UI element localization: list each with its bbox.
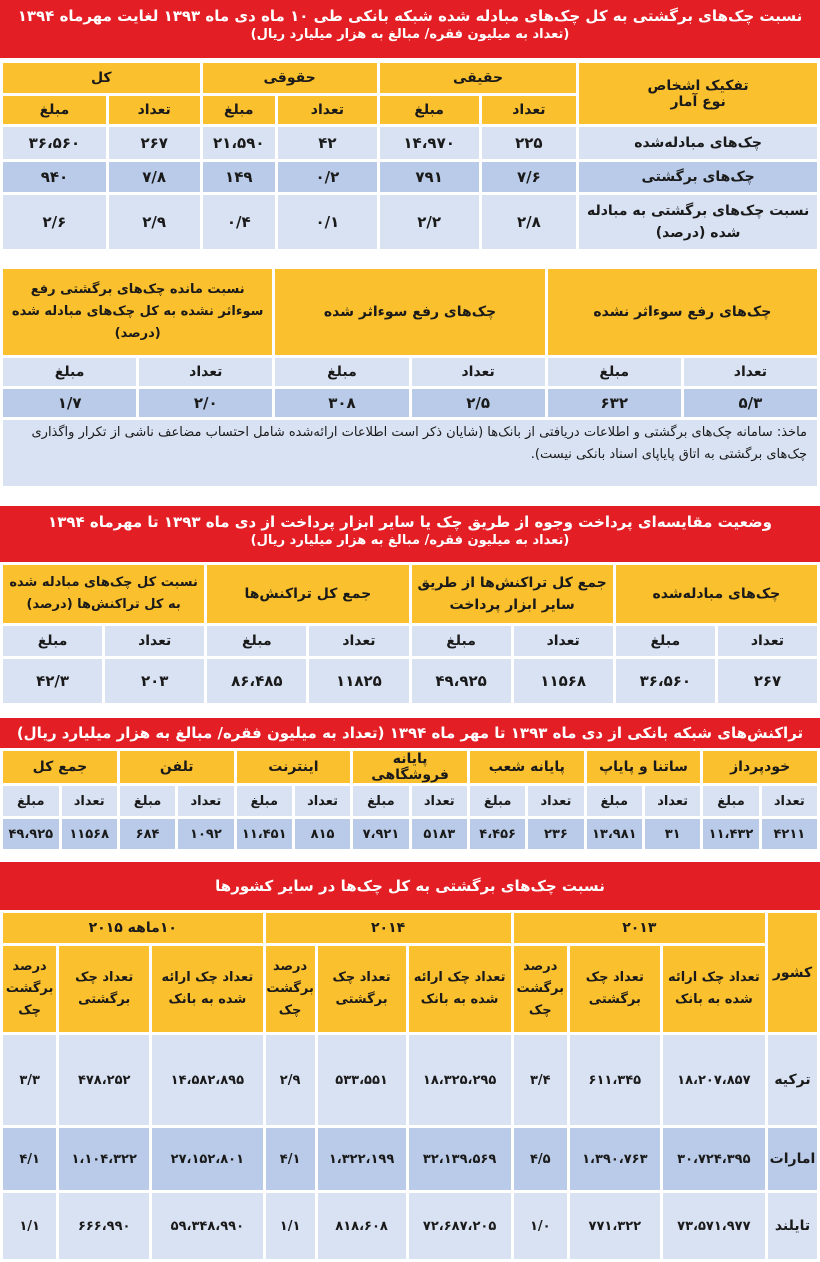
section4-title: تراکنش‌های شبکه بانکی از دی ماه ۱۳۹۳ تا مهر ماه ۱۳۹۴ (تعداد به میلیون فقره/ مبالغ به هزار میلیارد ریال) bbox=[16, 724, 804, 742]
cell: ۴۹،۹۲۵ bbox=[3, 819, 59, 849]
year-header: ۲۰۱۴ bbox=[266, 913, 511, 943]
cell: ۴/۱ bbox=[3, 1128, 56, 1190]
cell: ۳۱ bbox=[645, 819, 700, 849]
cell: ۷۳،۵۷۱،۹۷۷ bbox=[663, 1193, 765, 1259]
section4-table bbox=[0, 748, 820, 852]
section1-title-bar bbox=[0, 0, 820, 62]
sub-header: تعداد bbox=[105, 626, 204, 656]
sub-header: مبلغ bbox=[275, 358, 408, 386]
sub-header: تعداد bbox=[62, 786, 117, 816]
channel-header: پایانه شعب bbox=[470, 751, 584, 783]
cell: ۶۱۱،۳۴۵ bbox=[570, 1035, 660, 1125]
sub-header: تعداد چک برگشتی bbox=[318, 946, 406, 1032]
cell: ۲/۸ bbox=[482, 195, 577, 249]
group-header-kol: کل bbox=[3, 63, 200, 93]
sub-header: مبلغ bbox=[3, 786, 59, 816]
section3-header: جمع کل تراکنش‌ها از طریق سایر ابزار پرداخت bbox=[412, 565, 613, 623]
sub-header: مبلغ bbox=[3, 358, 136, 386]
cell: ۱۳،۹۸۱ bbox=[587, 819, 642, 849]
sub-header: مبلغ bbox=[412, 626, 511, 656]
cell: ۸۱۸،۶۰۸ bbox=[318, 1193, 406, 1259]
table-row bbox=[3, 195, 817, 249]
sub-header: تعداد bbox=[762, 786, 817, 816]
section2-header: چک‌های رفع سوءاثر شده bbox=[275, 269, 544, 355]
sub-header: مبلغ bbox=[203, 96, 276, 124]
cell: ۱۱۸۲۵ bbox=[309, 659, 408, 703]
section3-title: وضعیت مقایسه‌ای پرداخت وجوه از طریق چک یا سایر ابزار پرداخت از دی ماه ۱۳۹۳ تا مهرماه ۱۳۹۴ bbox=[48, 513, 772, 531]
cell: ۲۶۷ bbox=[718, 659, 817, 703]
cell: ۶۶۶،۹۹۰ bbox=[59, 1193, 149, 1259]
cell: ۱/۷ bbox=[3, 389, 136, 417]
cell: ۰/۲ bbox=[278, 162, 377, 192]
country-label: امارات bbox=[768, 1128, 817, 1190]
section3-header: نسبت کل چک‌های مبادله شده به کل تراکنش‌ها (درصد) bbox=[3, 565, 204, 623]
sub-header: تعداد bbox=[482, 96, 577, 124]
cell: ۲۰۳ bbox=[105, 659, 204, 703]
table-row bbox=[3, 1035, 817, 1125]
section3-header: جمع کل تراکنش‌ها bbox=[207, 565, 408, 623]
sub-header: درصد برگشت چک bbox=[514, 946, 567, 1032]
cell: ۵۱۸۳ bbox=[412, 819, 467, 849]
cell: ۴،۴۵۶ bbox=[470, 819, 525, 849]
country-label: تایلند bbox=[768, 1193, 817, 1259]
cell: ۱۴۹ bbox=[203, 162, 276, 192]
cell: ۷۲،۶۸۷،۲۰۵ bbox=[409, 1193, 511, 1259]
cell: ۴۲/۳ bbox=[3, 659, 102, 703]
section5-table bbox=[0, 910, 820, 1262]
cell: ۴۲۱۱ bbox=[762, 819, 817, 849]
sub-header: تعداد چک برگشتی bbox=[59, 946, 149, 1032]
sub-header: مبلغ bbox=[380, 96, 479, 124]
cell: ۲/۰ bbox=[139, 389, 272, 417]
cell: ۲/۵ bbox=[412, 389, 545, 417]
group-header-haghighi: حقیقی bbox=[380, 63, 576, 93]
cell: ۰/۱ bbox=[278, 195, 377, 249]
cell: ۱۱،۴۵۱ bbox=[237, 819, 292, 849]
cell: ۸۱۵ bbox=[295, 819, 350, 849]
cell: ۶۸۴ bbox=[120, 819, 175, 849]
channel-header: پایانه فروشگاهی bbox=[353, 751, 467, 783]
cell: ۵۳۳،۵۵۱ bbox=[318, 1035, 406, 1125]
source-note: ماخذ: سامانه چک‌های برگشتی و اطلاعات دریافتی از بانک‌ها (شایان ذکر است اطلاعات ارائه‌شده شامل احتساب مضاعف ناشی از تکرار واگذاری چک‌های برگشتی به اتاق پایاپای اسناد بانکی نیست). bbox=[3, 420, 817, 486]
sub-header: تعداد bbox=[528, 786, 583, 816]
cell: ۲/۶ bbox=[3, 195, 106, 249]
table-row bbox=[3, 127, 817, 159]
section5-title: نسبت چک‌های برگشتی به کل چک‌ها در سایر کشورها bbox=[215, 877, 605, 895]
cell: ۲۲۵ bbox=[482, 127, 577, 159]
section5-title-bar bbox=[0, 862, 820, 910]
cell: ۲۱،۵۹۰ bbox=[203, 127, 276, 159]
sub-header: تعداد bbox=[109, 96, 200, 124]
sub-header: درصد برگشت چک bbox=[3, 946, 56, 1032]
sub-header: تعداد چک ارائه شده به بانک bbox=[663, 946, 765, 1032]
cell: ۳۶،۵۶۰ bbox=[3, 127, 106, 159]
table-row bbox=[3, 389, 817, 417]
cell: ۱۸،۲۰۷،۸۵۷ bbox=[663, 1035, 765, 1125]
sub-header: تعداد bbox=[684, 358, 817, 386]
cell: ۴/۵ bbox=[514, 1128, 567, 1190]
section4-table-wrap bbox=[0, 748, 820, 852]
sub-header: مبلغ bbox=[3, 96, 106, 124]
section1-subtitle: (تعداد به میلیون فقره/ مبالغ به هزار میلیارد ریال) bbox=[250, 27, 570, 42]
cell: ۴۷۸،۲۵۲ bbox=[59, 1035, 149, 1125]
cell: ۰/۴ bbox=[203, 195, 276, 249]
sub-header: تعداد bbox=[718, 626, 817, 656]
table-row bbox=[3, 819, 817, 849]
cell: ۲/۹ bbox=[109, 195, 200, 249]
year-header: ۲۰۱۳ bbox=[514, 913, 765, 943]
channel-header: تلفن bbox=[120, 751, 234, 783]
sub-header: مبلغ bbox=[616, 626, 715, 656]
section3-subtitle: (تعداد به میلیون فقره/ مبالغ به هزار میلیارد ریال) bbox=[250, 533, 570, 548]
cell: ۷،۹۲۱ bbox=[353, 819, 408, 849]
section3-header: چک‌های مبادله‌شده bbox=[616, 565, 817, 623]
cell: ۷/۶ bbox=[482, 162, 577, 192]
sub-header: تعداد bbox=[178, 786, 233, 816]
sub-header: تعداد bbox=[278, 96, 377, 124]
sub-header: درصد برگشت چک bbox=[266, 946, 315, 1032]
cell: ۲۳۶ bbox=[528, 819, 583, 849]
cell: ۱۰۹۲ bbox=[178, 819, 233, 849]
cell: ۱۴،۵۸۲،۸۹۵ bbox=[152, 1035, 262, 1125]
section3-table-wrap bbox=[0, 562, 820, 706]
section1-table-wrap bbox=[0, 60, 820, 252]
sub-header: تعداد چک ارائه شده به بانک bbox=[152, 946, 262, 1032]
cell: ۱۱،۴۳۲ bbox=[703, 819, 758, 849]
cell: ۲۶۷ bbox=[109, 127, 200, 159]
cell: ۷۷۱،۳۲۲ bbox=[570, 1193, 660, 1259]
cell: ۲/۲ bbox=[380, 195, 479, 249]
section2-table bbox=[0, 266, 820, 420]
cell: ۷/۸ bbox=[109, 162, 200, 192]
section4-title-bar bbox=[0, 718, 820, 748]
cell: ۱،۳۲۲،۱۹۹ bbox=[318, 1128, 406, 1190]
corner-line-1: تفکیک اشخاص bbox=[647, 77, 749, 94]
country-header: کشور bbox=[768, 913, 817, 1032]
sub-header: تعداد bbox=[412, 786, 467, 816]
row-label: نسبت چک‌های برگشتی به مبادله شده (درصد) bbox=[579, 195, 817, 249]
section3-table bbox=[0, 562, 820, 706]
section1-title: نسبت چک‌های برگشتی به کل چک‌های مبادله شده شبکه بانکی طی ۱۰ ماه دی ماه ۱۳۹۳ لغایت مهرماه ۱۳۹۴ bbox=[17, 7, 803, 25]
row-label: چک‌های برگشتی bbox=[579, 162, 817, 192]
cell: ۷۹۱ bbox=[380, 162, 479, 192]
sub-header: مبلغ bbox=[548, 358, 681, 386]
cell: ۳۶،۵۶۰ bbox=[616, 659, 715, 703]
section2-header: نسبت مانده چک‌های برگشتی رفع سوءاثر نشده به کل چک‌های مبادله شده (درصد) bbox=[3, 269, 272, 355]
cell: ۱۴،۹۷۰ bbox=[380, 127, 479, 159]
cell: ۱/۱ bbox=[266, 1193, 315, 1259]
cell: ۱۱۵۶۸ bbox=[514, 659, 613, 703]
sub-header: مبلغ bbox=[470, 786, 525, 816]
cell: ۱/۱ bbox=[3, 1193, 56, 1259]
cell: ۴۹،۹۲۵ bbox=[412, 659, 511, 703]
table-row bbox=[3, 659, 817, 703]
table-row bbox=[3, 1193, 817, 1259]
cell: ۳۰،۷۲۴،۳۹۵ bbox=[663, 1128, 765, 1190]
sub-header: تعداد bbox=[645, 786, 700, 816]
row-label: چک‌های مبادله‌شده bbox=[579, 127, 817, 159]
sub-header: مبلغ bbox=[120, 786, 175, 816]
corner-line-2: نوع آمار bbox=[670, 93, 726, 110]
section2-header: چک‌های رفع سوءاثر نشده bbox=[548, 269, 817, 355]
cell: ۳/۴ bbox=[514, 1035, 567, 1125]
cell: ۸۶،۴۸۵ bbox=[207, 659, 306, 703]
cell: ۱،۱۰۴،۳۲۲ bbox=[59, 1128, 149, 1190]
cell: ۵۹،۳۴۸،۹۹۰ bbox=[152, 1193, 262, 1259]
sub-header: تعداد bbox=[295, 786, 350, 816]
sub-header: مبلغ bbox=[207, 626, 306, 656]
cell: ۲۷،۱۵۲،۸۰۱ bbox=[152, 1128, 262, 1190]
cell: ۴/۱ bbox=[266, 1128, 315, 1190]
cell: ۳/۳ bbox=[3, 1035, 56, 1125]
cell: ۱۱۵۶۸ bbox=[62, 819, 117, 849]
country-label: ترکیه bbox=[768, 1035, 817, 1125]
cell: ۱،۳۹۰،۷۶۳ bbox=[570, 1128, 660, 1190]
section1-table bbox=[0, 60, 820, 252]
cell: ۴۲ bbox=[278, 127, 377, 159]
sub-header: تعداد bbox=[309, 626, 408, 656]
cell: ۲/۹ bbox=[266, 1035, 315, 1125]
cell: ۱۸،۳۲۵،۲۹۵ bbox=[409, 1035, 511, 1125]
channel-header: جمع کل bbox=[3, 751, 117, 783]
sub-header: تعداد bbox=[412, 358, 545, 386]
cell: ۶۳۲ bbox=[548, 389, 681, 417]
sub-header: مبلغ bbox=[237, 786, 292, 816]
sub-header: مبلغ bbox=[3, 626, 102, 656]
year-header: ۱۰ماهه ۲۰۱۵ bbox=[3, 913, 263, 943]
table-row bbox=[3, 1128, 817, 1190]
cell: ۹۴۰ bbox=[3, 162, 106, 192]
channel-header: ساتنا و پایاپ bbox=[587, 751, 701, 783]
section2-table-wrap bbox=[0, 266, 820, 486]
section5-table-wrap bbox=[0, 910, 820, 1262]
cell: ۵/۳ bbox=[684, 389, 817, 417]
sub-header: مبلغ bbox=[587, 786, 642, 816]
cell: ۳۲،۱۳۹،۵۶۹ bbox=[409, 1128, 511, 1190]
group-header-hoghooghi: حقوقی bbox=[203, 63, 377, 93]
sub-header: تعداد bbox=[139, 358, 272, 386]
table-row bbox=[3, 162, 817, 192]
section1-corner-header bbox=[579, 63, 817, 124]
cell: ۳۰۸ bbox=[275, 389, 408, 417]
sub-header: تعداد چک ارائه شده به بانک bbox=[409, 946, 511, 1032]
channel-header: اینترنت bbox=[237, 751, 351, 783]
channel-header: خودپرداز bbox=[703, 751, 817, 783]
section3-title-bar bbox=[0, 506, 820, 562]
sub-header: تعداد چک برگشتی bbox=[570, 946, 660, 1032]
sub-header: تعداد bbox=[514, 626, 613, 656]
sub-header: مبلغ bbox=[353, 786, 408, 816]
sub-header: مبلغ bbox=[703, 786, 758, 816]
cell: ۱/۰ bbox=[514, 1193, 567, 1259]
